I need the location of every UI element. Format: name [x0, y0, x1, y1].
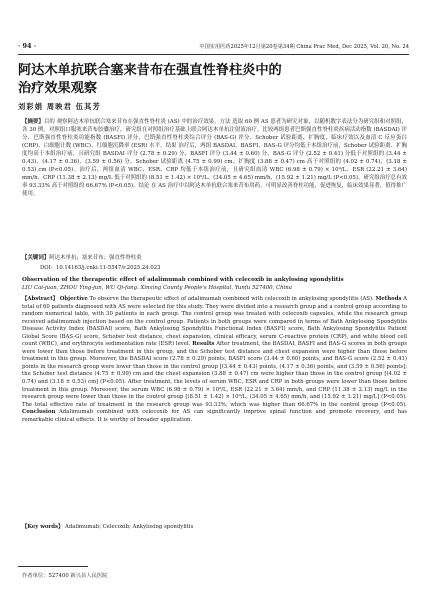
objective-text: To observe the therapeutic effect of adalimumab combined with celecoxib in ankylosing spondylitis (AS). [89, 296, 374, 302]
methods-label: Methods [375, 296, 402, 302]
abstract-en-label: 【Abstract】 [22, 296, 59, 302]
authors-cn: 刘彩娟 周映君 伍其芳 [18, 102, 101, 111]
abstract-cn-text: 目的 观察阿达木单抗联合塞来昔布在强直性脊柱炎 (AS) 中的治疗效果。方法 选取 60 例 AS 患者为研究对象，以随机数字表法分为研究组和对照组，各 30 例。对照组口服塞来昔布胶囊治疗，研究组在对照组治疗基础上联合阿达木单抗注射液治疗。比较两组患者巴斯强直性脊柱炎疾病活动指数 (BASDAI) 评分、巴斯强直性脊柱炎功能指数 (BASFI) 评分、巴斯强直性脊柱炎综合评分 (BAS-G) 评分、Schober 试验距离、扩胸度、临床疗效以及血清 C 反应蛋白 (CRP)、白细胞计数 (WBC)、红细胞沉降率 (ESR) 水平。结果 治疗后，两组 BASDAI、BASFI、BAS-G 评分均低于本组治疗前，Schober 试验距离、扩胸度均高于本组治疗前，且研究组 BASDAI 评分 (2.78 ± 0.29) 分、BASFI 评分 (3.44 ± 0.60) 分、BAS-G 评分 (2.52 ± 0.41) 分低于对照组的 (3.44 ± 0.43)、(4.17 ± 0.36)、(3.59 ± 0.56) 分，Schober 试验距离 (4.75 ± 0.99) cm、扩胸度 (3.88 ± 0.47) cm 高于对照组的 (4.02 ± 0.74)、(3.18 ± 0.53) cm (P<0.05)。治疗后，两组血清 WBC、ESR、CRP 均低于本组治疗前，且研究组血清 WBC (6.98 ± 0.79) × 10⁹/L、ESR (22.21 ± 3.64) mm/h、CRP (11.38 ± 2.13) mg/L 低于对照组的 (8.51 ± 1.42) × 10⁹/L、(34.05 ± 4.65) mm/h、(15.92 ± 1.21) mg/L (P<0.05)。研究组治疗总有效率 93.33% 高于对照组的 66.67% (P<0.05)。结论 在 AS 治疗中以阿达木单抗联合塞来昔布用药，可明显改善脊柱功能，促进恢复，临床效果显著，值得推广使用。 [22, 119, 407, 198]
abstract-en [22, 296, 407, 424]
journal-citation: 中国实用医药2025年12月第20卷第34期 China Prac Med, Dec 2025, Vol. 20, No. 24 [199, 44, 409, 50]
english-authors: LIU Cai-juan, ZHOU Ying-jun, WU Qi-fang. Xinxing County People's Hospital, Yunfu 527400, China [22, 285, 292, 291]
keywords-en-text: Adalimumab; Celecoxib; Ankylosing spondylitis [65, 524, 194, 530]
keywords-en [22, 522, 407, 530]
conclusion-label: Conclusion [22, 409, 56, 416]
keywords-cn-label: 【关键词】 [22, 255, 50, 261]
results-text: After treatment, the BASDAI, BASFI and BAS-G scores in both groups were lower than those before treatment in this group, and the Schober test distance and chest expansion were higher than those before treatment in this group. Moreover, the BASDAI score (2.78 ± 0.29) points, BASFI score (3.44 ± 0.60) points, and BAS-G score (2.52 ± 0.41) points in the research group were lower than those in the control group [(3.44 ± 0.43) points, (4.17 ± 0.36) points, and (3.59 ± 0.56) points]; the Schober test distance (4.75 ± 0.99) cm and the chest expansion (3.88 ± 0.47) cm were higher than those in the control group [(4.02 ± 0.74) and (3.18 ± 0.53) cm] (P<0.05). After treatment, the levels of serum WBC, ESR and CRP in both groups were lower than those before treatment in this group. Moreover, the serum WBC (6.98 ± 0.79) × 10⁹/L, ESR (22.21 ± 3.64) mm/h, and CRP (11.38 ± 2.13) mg/L in the research group were lower than those in the control group [(8.51 ± 1.42) × 10⁹/L, (34.05 ± 4.65) mm/h, and (15.92 ± 1.21) mg/L] (P<0.05). The total effective rate of treatment in the research group was 93.33%, which was higher than 66.67% in the control group (P<0.05). [22, 341, 408, 408]
keywords-en-label: 【Key words】 [22, 524, 64, 530]
results-label: Results [192, 341, 215, 348]
abstract-cn-label: 【摘要】 [22, 119, 44, 125]
objective-label: Objective [59, 296, 88, 302]
keywords-cn [22, 254, 407, 262]
methods-text: A total of 60 patients diagnosed with AS were selected for this study. They were divided into a research group and a control group according to random numerical table, with 30 patients in each group. The control group was treated with celecoxib capsules, while the research group received adalimumab injection based on the control group. Patients in both groups were compared in terms of Bath Ankylosing Spondylitis Disease Activity Index (BASDAI) score, Bath Ankylosing Spondylitis Functional Index (BASFI) score, Bath Ankylosing Spondylitis Patient Global Score (BAS-G) score, Schober test distance, chest expansion, clinical efficacy, serum C-reactive protein (CRP), and white blood cell count (WBC), and erythrocyte sedimentation rate (ESR) level. [22, 296, 408, 348]
page-number: · 94 · [18, 42, 37, 50]
footnote-affiliation: 作者单位：527400 新兴县人民医院 [22, 573, 108, 579]
title-line-1: 阿达木单抗联合塞来昔布在强直性脊柱炎中的 [18, 63, 282, 78]
article-title [18, 62, 398, 98]
abstract-cn [22, 118, 407, 198]
doi: DOI：10.14163/j.cnki.11-5547/r.2025.24.023 [40, 265, 161, 271]
running-header [18, 42, 409, 55]
footnote-rule [18, 566, 88, 567]
english-title: Observation of the therapeutic effect of adalimumab combined with celecoxib in ankylosing spondylitis [22, 277, 344, 283]
title-line-2: 治疗效果观察 [18, 81, 98, 96]
conclusion-text: Adalimumab combined with celecoxib for AS can significantly improve spinal function and promote recovery, and has remarkable clinical effects. It is worthy of broader application. [22, 409, 408, 423]
keywords-cn-text: 阿达木单抗；塞来昔布；强直性脊柱炎 [49, 255, 142, 261]
